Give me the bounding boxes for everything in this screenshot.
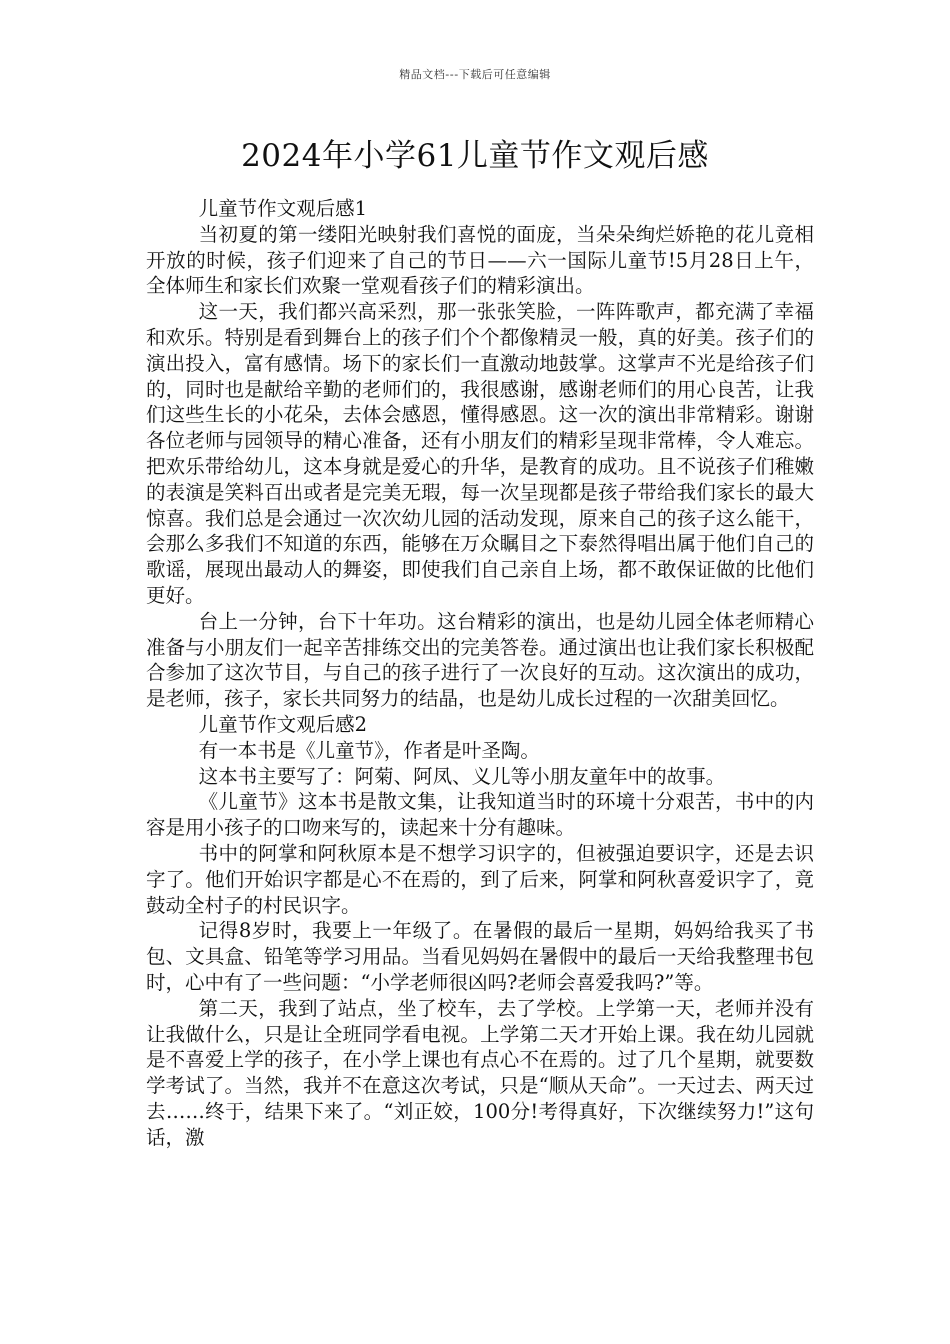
paragraph: 书中的阿掌和阿秋原本是不想学习识字的，但被强迫要识字，还是去识字了。他们开始识字都是心不在焉的，到了后来，阿掌和阿秋喜爱识字了，竟鼓动全村子的村民识字。 (146, 841, 814, 917)
document-body (146, 196, 814, 1150)
section-heading-2: 儿童节作文观后感2 (198, 712, 368, 736)
paragraph: 台上一分钟，台下十年功。这台精彩的演出，也是幼儿园全体老师精心准备与小朋友们一起辛苦排练交出的完美答卷。通过演出也让我们家长积极配合参加了这次节目，与自己的孩子进行了一次良好的互动。这次演出的成功，是老师，孩子，家长共同努力的结晶，也是幼儿成长过程的一次甜美回忆。 (146, 609, 814, 711)
section-heading-1: 儿童节作文观后感1 (198, 197, 368, 220)
paragraph: 当初夏的第一缕阳光映射我们喜悦的面庞，当朵朵绚烂娇艳的花儿竟相开放的时候，孩子们迎来了自己的节日——六一国际儿童节!5月28日上午，全体师生和家长们欢聚一堂观看孩子们的精彩演出。 (146, 222, 814, 298)
paragraph: 这一天，我们都兴高采烈，那一张张笑脸，一阵阵歌声，都充满了幸福和欢乐。特别是看到舞台上的孩子们个个都像精灵一般，真的好美。孩子们的演出投入，富有感情。场下的家长们一直激动地鼓掌。这掌声不光是给孩子们的，同时也是献给辛勤的老师们的，我很感谢，感谢老师们的用心良苦，让我们这些生长的小花朵，去体会感恩，懂得感恩。这一次的演出非常精彩。谢谢各位老师与园领导的精心准备，还有小朋友们的精彩呈现非常棒，令人难忘。把欢乐带给幼儿，这本身就是爱心的升华，是教育的成功。且不说孩子们稚嫩的表演是笑料百出或者是完美无瑕，每一次呈现都是孩子带给我们家长的最大惊喜。我们总是会通过一次次幼儿园的活动发现，原来自己的孩子这么能干，会那么多我们不知道的东西，能够在万众瞩目之下泰然得唱出属于他们自己的歌谣，展现出最动人的舞姿，即使我们自己亲自上场，都不敢保证做的比他们更好。 (146, 300, 814, 607)
paragraph: 第二天，我到了站点，坐了校车，去了学校。上学第一天，老师并没有让我做什么，只是让全班同学看电视。上学第二天才开始上课。我在幼儿园就是不喜爱上学的孩子，在小学上课也有点心不在焉的。过了几个星期，就要数学考试了。当然，我并不在意这次考试，只是“顺从天命”。一天过去、两天过去……终于，结果下来了。“刘正姣，100分!考得真好，下次继续努力!”这句话，激 (146, 996, 814, 1149)
page-header: 精品文档---下载后可任意编辑 (399, 68, 551, 81)
paragraph: 记得8岁时，我要上一年级了。在暑假的最后一星期，妈妈给我买了书包、文具盒、铅笔等学习用品。当看见妈妈在暑假中的最后一天给我整理书包时，心中有了一些问题：“小学老师很凶吗?老师会喜爱我吗?”等。 (146, 919, 814, 994)
paragraph: 《儿童节》这本书是散文集，让我知道当时的环境十分艰苦，书中的内容是用小孩子的口吻来写的，读起来十分有趣味。 (146, 790, 814, 840)
document-title: 2024年小学61儿童节作文观后感 (241, 138, 709, 174)
paragraph: 有一本书是《儿童节》，作者是叶圣陶。 (198, 738, 540, 762)
paragraph: 这本书主要写了：阿菊、阿凤、义儿等小朋友童年中的故事。 (198, 764, 726, 788)
